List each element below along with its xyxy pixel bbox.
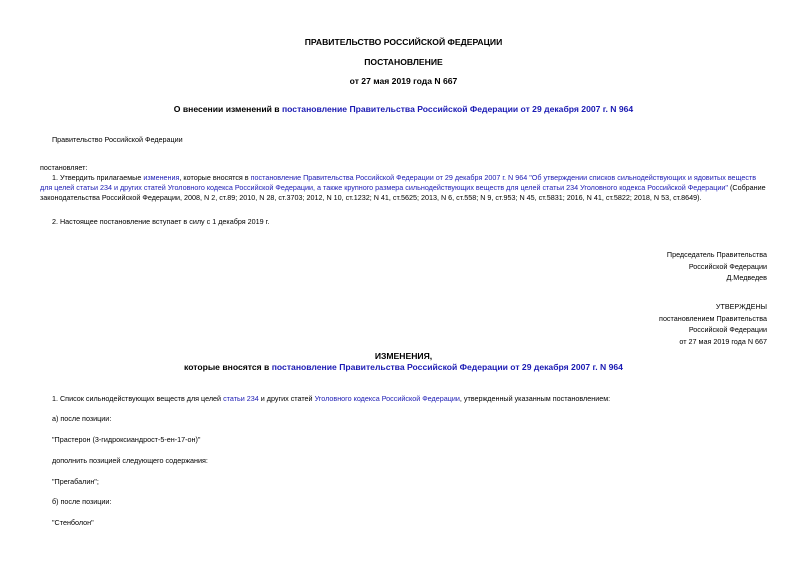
- item-1-text-a: 1. Утвердить прилагаемые: [52, 173, 144, 182]
- approved-line-2: постановлением Правительства: [659, 313, 767, 323]
- doc-date-number: от 27 мая 2019 года N 667: [349, 76, 458, 86]
- item-1: [40, 173, 770, 203]
- changes-sub-link[interactable]: постановление Правительства Российской Федерации от 29 декабря 2007 г. N 964: [271, 362, 623, 372]
- signature-block: [667, 249, 767, 284]
- authority-heading: ПРАВИТЕЛЬСТВО РОССИЙСКОЙ ФЕДЕРАЦИИ: [304, 37, 503, 47]
- changes-item-1-text-a: 1. Список сильнодействующих веществ для целей: [52, 394, 224, 403]
- signature-position: Председатель Правительства: [666, 250, 767, 259]
- pregabalin-position: "Прегабалин";: [52, 477, 99, 486]
- resolves-label: постановляет:: [40, 163, 88, 172]
- changes-item-1-text-c: , утвержденный указанным постановлением:: [459, 394, 611, 403]
- item-1-text-b: , которые вносятся в: [179, 173, 251, 182]
- subitem-a: а) после позиции:: [52, 414, 112, 423]
- doc-title: [0, 104, 807, 114]
- approved-line-1: УТВЕРЖДЕНЫ: [715, 302, 767, 311]
- changes-item-1: [52, 394, 610, 404]
- government-label: Правительство Российской Федерации: [52, 135, 183, 144]
- subitem-b: б) после позиции:: [52, 497, 112, 506]
- changes-subheading: [0, 362, 807, 372]
- signature-position-2: Российской Федерации: [688, 261, 767, 271]
- changes-link[interactable]: изменения: [143, 173, 180, 182]
- doc-title-link[interactable]: постановление Правительства Российской Федерации от 29 декабря 2007 г. N 964: [281, 104, 634, 114]
- approved-block: [659, 301, 767, 347]
- changes-sub-prefix: которые вносятся в: [184, 362, 272, 372]
- article-234-link[interactable]: статьи 234: [223, 394, 259, 403]
- approved-line-3: Российской Федерации: [688, 325, 767, 334]
- item-2: 2. Настоящее постановление вступает в силу с 1 декабря 2019 г.: [52, 217, 270, 226]
- subitem-b-position: "Стенболон": [52, 518, 94, 527]
- criminal-code-link[interactable]: Уголовного кодекса Российской Федерации: [314, 394, 460, 403]
- doc-type-heading: ПОСТАНОВЛЕНИЕ: [364, 57, 443, 67]
- signature-name: Д.Медведев: [726, 273, 767, 282]
- resolution-964-link[interactable]: постановление Правительства Российской Федерации от 29 декабря 2007 г. N 964 "Об утверждении списков сильнодействующих и ядовитых веществ для целей статьи 234 и других статей Уголовного кодекса Российской Федерации, а также крупного размера сильнодействующих веществ для целей статьи 234 Уголовного кодекса Российской Федерации": [40, 173, 757, 192]
- changes-heading: ИЗМЕНЕНИЯ,: [374, 351, 433, 361]
- changes-item-1-text-b: и других статей: [258, 394, 315, 403]
- doc-title-prefix: О внесении изменений в: [173, 104, 282, 114]
- item-1-text-c: (Собрание законодательства Российской Федерации, 2008, N 2, ст.89; 2010, N 28, ст.3703; 2012, N 10, ст.1232; N 41, ст.5625; 2013, N 6, ст.558; N 9, ст.953; N 45, ст.5831; 2016, N 41, ст.5822; 2018, N 53, ст.8649).: [40, 183, 766, 202]
- add-position-label: дополнить позицией следующего содержания:: [52, 456, 208, 465]
- subitem-a-position: "Прастерон (3-гидроксиандрост-5-ен-17-он)": [52, 435, 201, 444]
- approved-line-4: от 27 мая 2019 года N 667: [679, 336, 767, 346]
